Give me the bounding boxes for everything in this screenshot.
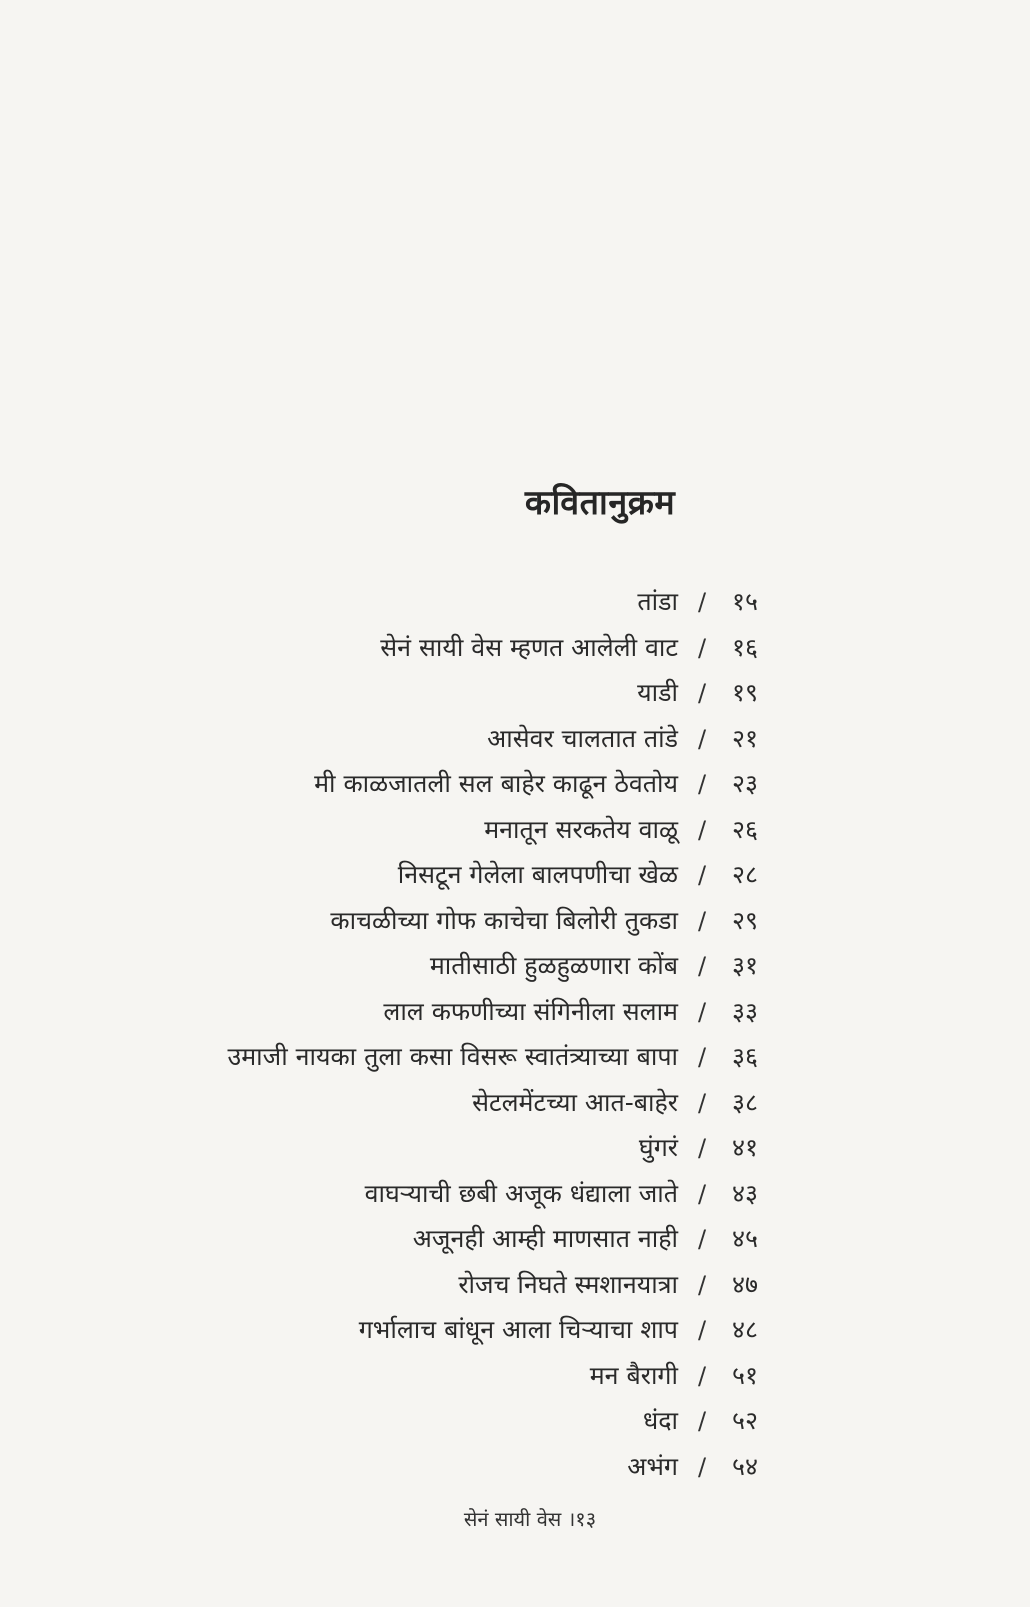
toc-entry-page-number: ४१ [732,1133,759,1162]
toc-entry-page-number: २६ [732,814,759,844]
footer-page-number: १३ [575,1507,597,1531]
toc-entry-page-number: ३३ [732,996,759,1026]
toc-entry-title: धंदा [642,1406,678,1435]
toc-entry [0,1312,1030,1358]
toc-entry-separator: / [697,1225,707,1253]
toc-entry-page-number: ४५ [732,1224,759,1253]
toc-entry [0,1130,1030,1176]
toc-entry-page-number: ५२ [732,1406,759,1435]
toc-entry-separator: / [697,1134,707,1162]
toc-entry-separator: / [697,861,707,889]
toc-entry-page-number: ४८ [732,1315,759,1344]
toc-entry-title: सेटलमेंटच्या आत-बाहेर [472,1087,678,1117]
toc-entry-separator: / [697,952,707,980]
toc-entry-title: मी काळजातली सल बाहेर काढून ठेवतोय [314,769,678,798]
footer-divider: । [567,1507,576,1531]
toc-entry-title: तांडा [637,587,678,616]
toc-entry-title: मातीसाठी हुळहुळणारा कोंब [429,951,678,980]
toc-entry-title: याडी [637,678,678,707]
toc-entry-separator: / [697,1270,707,1299]
toc-entry-title: मनातून सरकतेय वाळू [484,814,678,844]
toc-entry-page-number: ३८ [732,1087,759,1117]
toc-entry [0,721,1030,767]
toc-entry [0,630,1030,676]
toc-entry [0,584,1030,630]
toc-entry-page-number: ५४ [732,1451,759,1481]
toc-entry [0,857,1030,903]
toc-entry-title: लाल कफणीच्या संगिनीला सलाम [383,996,678,1026]
toc-entry-page-number: १६ [732,632,759,662]
toc-entry-separator: / [697,815,707,844]
toc-entry-title: निसटून गेलेला बालपणीचा खेळ [397,860,678,889]
toc-entry-page-number: ३१ [732,951,759,980]
toc-entry-page-number: २९ [732,905,759,935]
toc-entry-page-number: १९ [732,678,759,707]
toc-entry [0,948,1030,994]
toc-entry-title: आसेवर चालतात तांडे [487,723,678,753]
toc-entry [0,1221,1030,1267]
toc-entry-title: अभंग [627,1451,678,1481]
toc-entry-separator: / [697,770,707,798]
toc-entry-separator: / [697,1407,707,1435]
toc-entry-title: काचळीच्या गोफ काचेचा बिलोरी तुकडा [330,905,678,935]
toc-entry-separator: / [697,1088,707,1117]
toc-entry-title: वाघऱ्याची छबी अजूक धंद्याला जाते [364,1178,678,1208]
toc-entry-separator: / [697,633,707,662]
page-title: कवितानुक्रम [524,483,676,523]
toc-entry-separator: / [697,679,707,707]
toc-entry-title: गर्भालाच बांधून आला चिऱ्याचा शाप [358,1315,678,1344]
toc-entry [0,1267,1030,1313]
toc-entry-title: घुंगरं [638,1133,678,1162]
toc-entry-separator: / [697,1452,707,1481]
toc-entry-page-number: ५१ [732,1360,759,1390]
page-footer [420,1505,640,1532]
toc-entry-separator: / [697,997,707,1026]
toc-entry [0,675,1030,721]
toc-entry-separator: / [697,1316,707,1344]
toc-entry [0,1358,1030,1404]
toc-entry-separator: / [697,1361,707,1390]
toc-entry-title: उमाजी नायका तुला कसा विसरू स्वातंत्र्याच्या बापा [227,1042,678,1071]
table-of-contents [0,584,1030,1494]
toc-entry [0,1085,1030,1131]
toc-entry-separator: / [697,906,707,935]
toc-entry-separator: / [697,1179,707,1208]
toc-entry-separator: / [697,1043,707,1071]
toc-entry-separator: / [697,724,707,753]
toc-entry-title: रोजच निघते स्मशानयात्रा [458,1269,678,1299]
toc-entry-page-number: ४३ [732,1178,759,1208]
footer-book-title: सेनं सायी वेस [463,1507,562,1531]
toc-entry-title: सेनं सायी वेस म्हणत आलेली वाट [380,632,678,662]
toc-entry [0,1449,1030,1495]
toc-entry-title: अजूनही आम्ही माणसात नाही [412,1224,678,1253]
toc-entry-separator: / [697,588,707,616]
toc-entry-page-number: ४७ [732,1269,759,1299]
toc-entry-page-number: २३ [732,769,759,798]
toc-entry-page-number: ३६ [732,1042,759,1071]
toc-entry [0,812,1030,858]
toc-entry-page-number: २१ [732,723,759,753]
toc-entry [0,903,1030,949]
toc-entry-title: मन बैरागी [589,1360,678,1390]
toc-entry-page-number: २८ [732,860,759,889]
toc-entry [0,1403,1030,1449]
toc-entry [0,1039,1030,1085]
toc-entry [0,994,1030,1040]
toc-entry [0,766,1030,812]
toc-entry-page-number: १५ [732,587,759,616]
toc-entry [0,1176,1030,1222]
